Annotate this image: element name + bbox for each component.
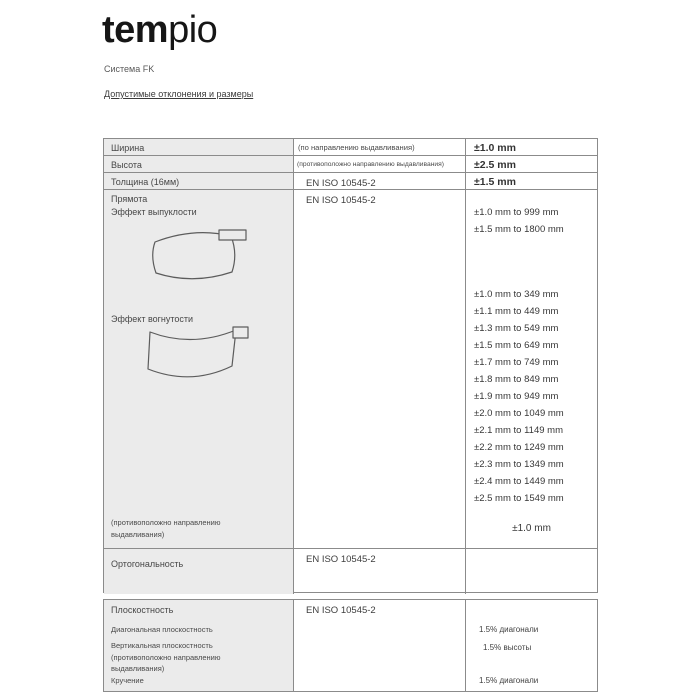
row-label-cell: [104, 139, 294, 155]
row-value: ±1.5 mm: [474, 176, 516, 188]
row-value-cell: [466, 173, 597, 189]
row-method-cell: [294, 139, 466, 155]
flatness-item-value: 1.5% диагонали: [479, 625, 539, 634]
tolerance-value: ±1.3 mm to 549 mm: [474, 323, 559, 334]
flatness-item-value: 1.5% диагонали: [479, 676, 539, 685]
flatness-method-cell: [294, 600, 466, 691]
straightness-title: Прямота: [111, 194, 148, 204]
table-row-height: [104, 156, 597, 173]
concave-shape-drawing: [145, 326, 253, 384]
tolerance-value: ±1.8 mm to 849 mm: [474, 374, 559, 385]
row-label: Высота: [111, 160, 142, 170]
concave-effect-label: Эффект вогнутости: [111, 314, 194, 324]
tolerance-value: ±2.0 mm to 1049 mm: [474, 408, 564, 419]
straightness-method: EN ISO 10545-2: [306, 195, 376, 206]
row-method-cell: [294, 156, 466, 172]
table-row-orthogonality: [104, 549, 597, 594]
brand-logo-bold: tem: [102, 9, 169, 51]
row-method: EN ISO 10545-2: [306, 178, 376, 189]
tolerances-table: [103, 138, 598, 593]
tolerance-value: ±2.5 mm to 1549 mm: [474, 493, 564, 504]
row-value: ±1.0 mm: [474, 142, 516, 154]
flatness-table: [103, 599, 598, 692]
deviations-link[interactable]: Допустимые отклонения и размеры: [104, 89, 254, 99]
tolerance-value: ±1.5 mm to 649 mm: [474, 340, 559, 351]
tolerance-value: ±1.0 mm to 349 mm: [474, 289, 559, 300]
straightness-label-cell: [104, 190, 294, 548]
system-name: Система FK: [104, 64, 155, 74]
tolerance-value: ±1.5 mm to 1800 mm: [474, 224, 564, 235]
row-value: ±2.5 mm: [474, 159, 516, 171]
convex-effect-label: Эффект выпуклости: [111, 207, 197, 217]
flatness-item-label: Диагональная плоскостность: [111, 625, 213, 634]
table-row-straightness: [104, 190, 597, 549]
row-label-cell: [104, 173, 294, 189]
flatness-item-value: 1.5% высоты: [483, 643, 532, 652]
table-row-width: [104, 139, 597, 156]
row-label: Толщина (16мм): [111, 177, 180, 187]
brand-logo-light: pio: [168, 9, 218, 51]
tolerance-value: ±2.3 mm to 1349 mm: [474, 459, 564, 470]
brand-logo: [102, 8, 217, 54]
opposite-direction-label: (противоположно направлению выдавливания): [111, 518, 221, 539]
table-row-thickness: [104, 173, 597, 190]
flatness-item-label: Кручение: [111, 676, 144, 685]
orthogonality-method: EN ISO 10545-2: [306, 554, 376, 565]
flatness-title: Плоскостность: [111, 605, 174, 615]
tolerance-value: ±2.1 mm to 1149 mm: [474, 425, 563, 436]
table-row-flatness: [104, 600, 597, 691]
straightness-values-cell: [466, 190, 597, 548]
row-value-cell: [466, 156, 597, 172]
row-method-cell: [294, 173, 466, 189]
row-value-cell: [466, 139, 597, 155]
row-label: Ширина: [111, 143, 145, 153]
row-method: (по направлению выдавливания): [298, 143, 415, 152]
row-label-cell: [104, 156, 294, 172]
flatness-label-cell: [104, 600, 294, 691]
convex-shape-drawing: [149, 223, 251, 287]
orthogonality-label-cell: [104, 549, 294, 594]
orthogonality-method-cell: [294, 549, 466, 594]
tolerance-value: ±1.0 mm to 999 mm: [474, 207, 559, 218]
flatness-item-label: Вертикальная плоскостность (противоположно направлению выдавливания): [111, 641, 221, 673]
flatness-values-cell: [466, 600, 597, 691]
tolerance-value: ±1.7 mm to 749 mm: [474, 357, 559, 368]
straightness-method-cell: [294, 190, 466, 548]
convex-values-list: [474, 204, 564, 238]
orthogonality-value-cell: [466, 549, 597, 594]
tolerance-value: ±1.9 mm to 949 mm: [474, 391, 559, 402]
flatness-method: EN ISO 10545-2: [306, 605, 376, 616]
opposite-direction-value: ±1.0 mm: [512, 523, 551, 534]
orthogonality-label: Ортогональность: [111, 559, 184, 569]
tolerance-value: ±2.4 mm to 1449 mm: [474, 476, 564, 487]
row-method: (противоположно направлению выдавливания): [297, 161, 444, 168]
concave-values-list: [474, 286, 564, 507]
tolerance-value: ±2.2 mm to 1249 mm: [474, 442, 564, 453]
tolerance-value: ±1.1 mm to 449 mm: [474, 306, 559, 317]
